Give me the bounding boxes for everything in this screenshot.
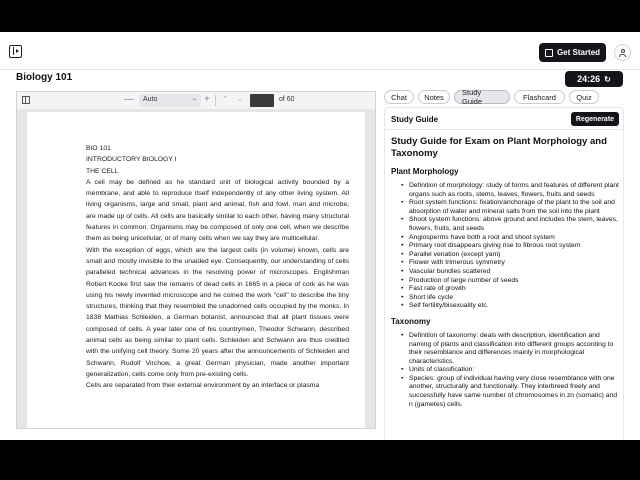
get-started-label: Get Started xyxy=(556,48,601,57)
timer-badge[interactable] xyxy=(565,71,623,87)
list-item: • Definition of morphology: study of forms and features of different plant organs such as roots, stems, leaves, flowers, fruits and seeds xyxy=(391,182,619,199)
tab-flashcard[interactable]: Flashcard xyxy=(514,90,565,104)
list-item: • Shoot system functions: above ground and includes the stem, leaves, flowers, fruits, and seeds xyxy=(391,216,619,233)
panel-header xyxy=(385,108,623,130)
list-item: • Fast rate of growth xyxy=(391,285,619,294)
app-window xyxy=(0,32,640,440)
section-heading: Taxonomy xyxy=(391,316,431,326)
toolbar-divider xyxy=(215,95,216,106)
bullet-list xyxy=(391,332,619,409)
timer-value: 24:26 xyxy=(577,74,601,84)
page-total: of 60 xyxy=(279,96,295,103)
regenerate-button[interactable]: Regenerate xyxy=(571,112,619,126)
list-item: • Units of classification: xyxy=(391,366,619,375)
doc-paragraph: Cells are separated from their external environment by an interface or plasma xyxy=(86,382,320,390)
pdf-viewer xyxy=(16,91,376,429)
tab-chat[interactable]: Chat xyxy=(384,90,414,104)
doc-paragraph: A cell may be defined as he standard unit of biological activity bounded by a membrane, and able to reproduce itself independently of any other living system. All living organisms, large and small, plant and animal, fish and fowl, man and microbe, are made up of cells. All cells are basically similar to each other, having many structural features in common. Organisms may be composed of only one cell, when we describe them as being unicellular, or of many cells when we say they are multicellular. xyxy=(86,178,349,243)
doc-paragraph: With the exception of eggs, which are the largest cells (in volume) known, cells are small and mostly invisible to the unaided eye. Consequently, our understanding of cells paralleled technical advances in the resolving power of microscopes. Englishman Robert Kooke first saw the remains of dead cells in 1665 in a piece of cork as he was using his newly invented microscope and he coined the work "cell" to describe the tiny structures, thinking that they resembled the unadorned cells occupied by the monks. In 1838 Mathias Schleiden, a German botanist, announced that all plant tissues were composed of cells. A year later one of his countrymen, Theodor Schwann, described animal cells as being similar to plant cells. Schleiden and Schwann are thus credited with the unifying cell theory. Some 20 years after the announcements of Schleiden and Schwann, Rudolf Virchow, a great German physician, made another important generalization, cells come only from pre-existing cells. xyxy=(86,246,349,378)
list-item: • Primary root disappears giving rise to fibrous root system xyxy=(391,242,619,251)
study-guide-panel xyxy=(384,107,624,440)
user-icon xyxy=(621,49,625,53)
page-number-input[interactable] xyxy=(250,94,274,107)
list-item: • Species: group of individual having very close resemblance with one another, structurally and functionally. They interbreed freely and successfully have same number of chromosomes in zn (somatic) and n (gametes) cells. xyxy=(391,375,619,409)
list-item: • Root system functions: fixation/anchorage of the plant to the soil and absorption of water and mineral salts from the soil into the plant xyxy=(391,199,619,216)
doc-heading-line: INTRODUCTORY BIOLOGY I xyxy=(86,156,177,164)
list-item: • Definition of taxonomy: deals with description, identification and naming of plants and classification into different groups according to their resemblance and differences mainly in morphological characteristics. xyxy=(391,332,619,366)
list-item: • Angiosperms have both a root and shoot system xyxy=(391,234,619,243)
reset-timer-icon[interactable]: ↻ xyxy=(604,74,611,84)
pdf-toolbar xyxy=(17,92,375,110)
tab-study-guide[interactable]: Study Guide xyxy=(454,90,510,104)
zoom-value: Auto xyxy=(143,96,158,103)
previous-page-icon[interactable]: ⌃ xyxy=(222,96,228,103)
sidebar-toggle-icon[interactable] xyxy=(9,45,22,58)
pdf-page xyxy=(27,112,365,428)
page-title: Biology 101 xyxy=(16,72,73,83)
list-item: • Short life cycle xyxy=(391,294,619,303)
list-item: • Vascular bundles scattered xyxy=(391,268,619,277)
panel-title: Study Guide xyxy=(391,115,439,124)
pdf-scroll-area[interactable] xyxy=(17,110,375,428)
tab-quiz[interactable]: Quiz xyxy=(569,90,599,104)
chevron-down-icon: ⌄ xyxy=(191,96,197,102)
doc-heading-line: THE CELL xyxy=(86,167,119,175)
zoom-out-button[interactable]: — xyxy=(124,94,134,105)
top-bar xyxy=(0,32,640,70)
next-page-icon[interactable]: ⌄ xyxy=(237,96,243,103)
get-started-button[interactable] xyxy=(539,43,606,62)
list-item: • Parallel venation (except yam) xyxy=(391,251,619,260)
tab-notes[interactable]: Notes xyxy=(418,90,450,104)
zoom-select[interactable] xyxy=(139,94,201,107)
panel-tabs xyxy=(384,90,599,104)
bullet-list xyxy=(391,182,619,311)
guide-title: Study Guide for Exam on Plant Morphology and Taxonomy xyxy=(391,136,607,159)
section-heading: Plant Morphology xyxy=(391,167,459,176)
sidebar-panel-icon[interactable] xyxy=(22,96,30,104)
list-item: • Self fertility/bisexuality etc. xyxy=(391,302,619,311)
launch-icon xyxy=(545,49,553,57)
zoom-in-button[interactable]: + xyxy=(204,94,210,105)
study-guide-content xyxy=(391,136,619,415)
list-item: • Flower with trimerous symmetry xyxy=(391,259,619,268)
user-avatar[interactable] xyxy=(614,44,631,61)
doc-heading-line: BIO 101 xyxy=(86,145,111,152)
list-item: • Production of large number of seeds xyxy=(391,277,619,286)
